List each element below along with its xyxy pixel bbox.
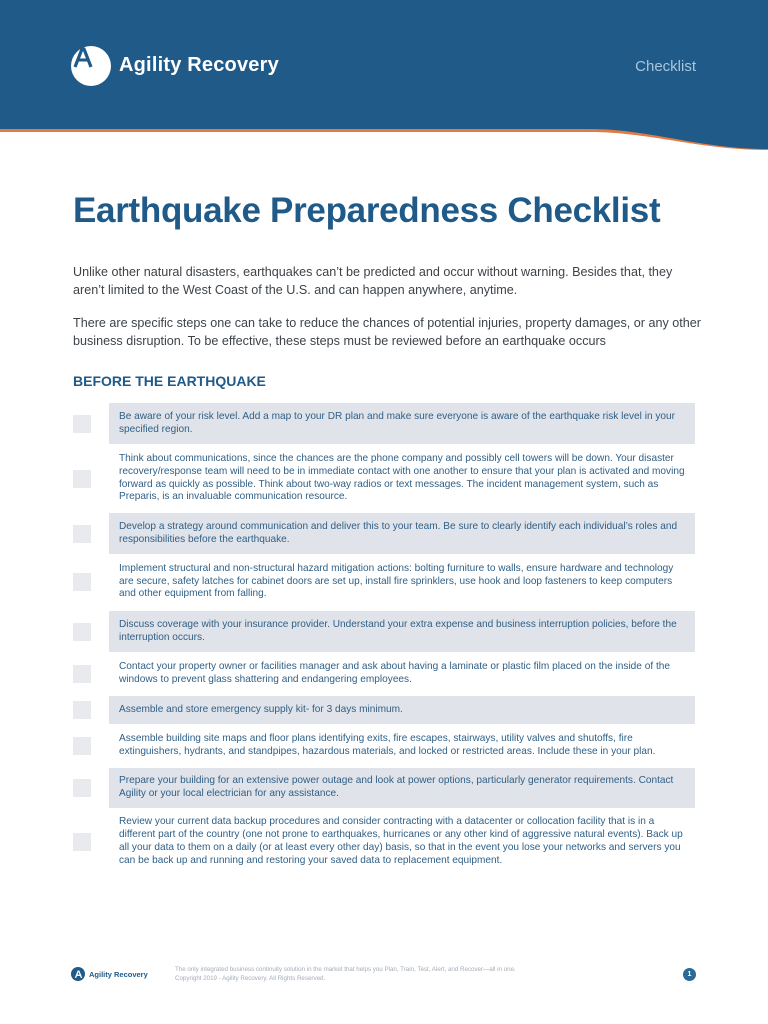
agility-logo-icon bbox=[71, 46, 111, 86]
checklist-item bbox=[73, 611, 695, 652]
footer-logo bbox=[71, 967, 148, 981]
checklist-item-text: Assemble building site maps and floor plans identifying exits, fire escapes, stairways, utility valves and shutoffs, fire extinguishers, hydrants, and standpipes, hazardous materials, and locked or restricted areas. Include these in your plan. bbox=[119, 733, 656, 757]
checklist-item-text: Prepare your building for an extensive power outage and look at power options, particularly generator requirements. Contact Agility or your local electrician for any assistance. bbox=[109, 768, 695, 808]
checkbox[interactable] bbox=[73, 470, 91, 488]
agility-logo-icon bbox=[71, 967, 85, 981]
intro-paragraph-1: Unlike other natural disasters, earthquakes can’t be predicted and occur without warning. Besides that, they aren’t limited to the West Coast of the U.S. and can happen anywhere, anytime. bbox=[73, 265, 673, 297]
checklist-item bbox=[73, 728, 695, 764]
footer-brand-name: Agility Recovery bbox=[89, 969, 148, 979]
document-type-label: Checklist bbox=[635, 58, 696, 75]
checklist-item-text: Assemble and store emergency supply kit- for 3 days minimum. bbox=[109, 696, 695, 724]
checkbox[interactable] bbox=[73, 525, 91, 543]
checklist-item bbox=[73, 768, 695, 808]
checkbox[interactable] bbox=[73, 665, 91, 683]
page-header bbox=[0, 0, 768, 160]
checkbox[interactable] bbox=[73, 623, 91, 641]
checkbox[interactable] bbox=[73, 779, 91, 797]
checklist-item bbox=[73, 403, 695, 444]
checkbox[interactable] bbox=[73, 833, 91, 851]
checklist-item bbox=[73, 813, 695, 871]
checklist-item-text: Contact your property owner or facilities manager and ask about having a laminate or plastic film placed on the inside of the windows to prevent glass shattering and endangering employees. bbox=[119, 661, 670, 685]
checklist-item-text: Develop a strategy around communication and deliver this to your team. Be sure to clearly identify each individual’s roles and responsibilities before the earthquake. bbox=[109, 513, 695, 554]
intro-paragraph-2: There are specific steps one can take to reduce the chances of potential injuries, property damages, or any other business disruption. To be effective, these steps must be reviewed before an earthquake occurs bbox=[73, 316, 701, 348]
checklist-item-text: Think about communications, since the chances are the phone company and possibly cell towers will be down. Your disaster recovery/response team will need to be in immediate contact with one another to ensure that your plan is activated and moving forward as quickly as possible. Think about two-way radios or text messages. The incident management system, such as Preparis, is an invaluable communication resource. bbox=[119, 452, 685, 503]
checklist-item bbox=[73, 696, 695, 724]
checklist-item bbox=[73, 513, 695, 554]
page-number: 1 bbox=[683, 968, 696, 981]
footer-tagline: The only integrated business continuity solution in the market that helps you Plan, Train, Test, Alert, and Recover—all in one. bbox=[175, 966, 516, 973]
checklist-item-text: Implement structural and non-structural hazard mitigation actions: bolting furniture to walls, ensure hardware and technology are secure, safety latches for cabinet doors are set up, install fire sprinklers, use hook and loop fasteners to keep computers and other equipment from falling. bbox=[119, 562, 674, 600]
checklist-item-text: Review your current data backup procedures and consider contracting with a datacenter or collocation facility that is in a different part of the country (one not prone to earthquakes, hurricanes or any other kind of aggressive natural events). Back up all your data to them on a daily (or at least every other day) basis, so that in the event you lose your networks and servers you can be back up and running and restoring your saved data to replacement equipment. bbox=[119, 816, 683, 866]
footer-text bbox=[175, 966, 516, 983]
checkbox[interactable] bbox=[73, 701, 91, 719]
checkbox[interactable] bbox=[73, 415, 91, 433]
checklist-item bbox=[73, 449, 695, 508]
section-heading: BEFORE THE EARTHQUAKE bbox=[73, 373, 266, 389]
brand-name: Agility Recovery bbox=[119, 54, 279, 76]
header-band bbox=[0, 0, 768, 160]
checklist-item bbox=[73, 559, 695, 605]
checklist-item-text: Be aware of your risk level. Add a map to your DR plan and make sure everyone is aware of the earthquake risk level in your specified region. bbox=[109, 403, 695, 444]
footer-copyright: Copyright 2019 - Agility Recovery. All Rights Reserved. bbox=[175, 974, 326, 982]
checkbox[interactable] bbox=[73, 573, 91, 591]
checklist-item bbox=[73, 656, 695, 692]
checklist-item-text: Discuss coverage with your insurance provider. Understand your extra expense and business interruption policies, before the interruption occurs. bbox=[109, 611, 695, 652]
checkbox[interactable] bbox=[73, 737, 91, 755]
page-title: Earthquake Preparedness Checklist bbox=[73, 191, 661, 230]
